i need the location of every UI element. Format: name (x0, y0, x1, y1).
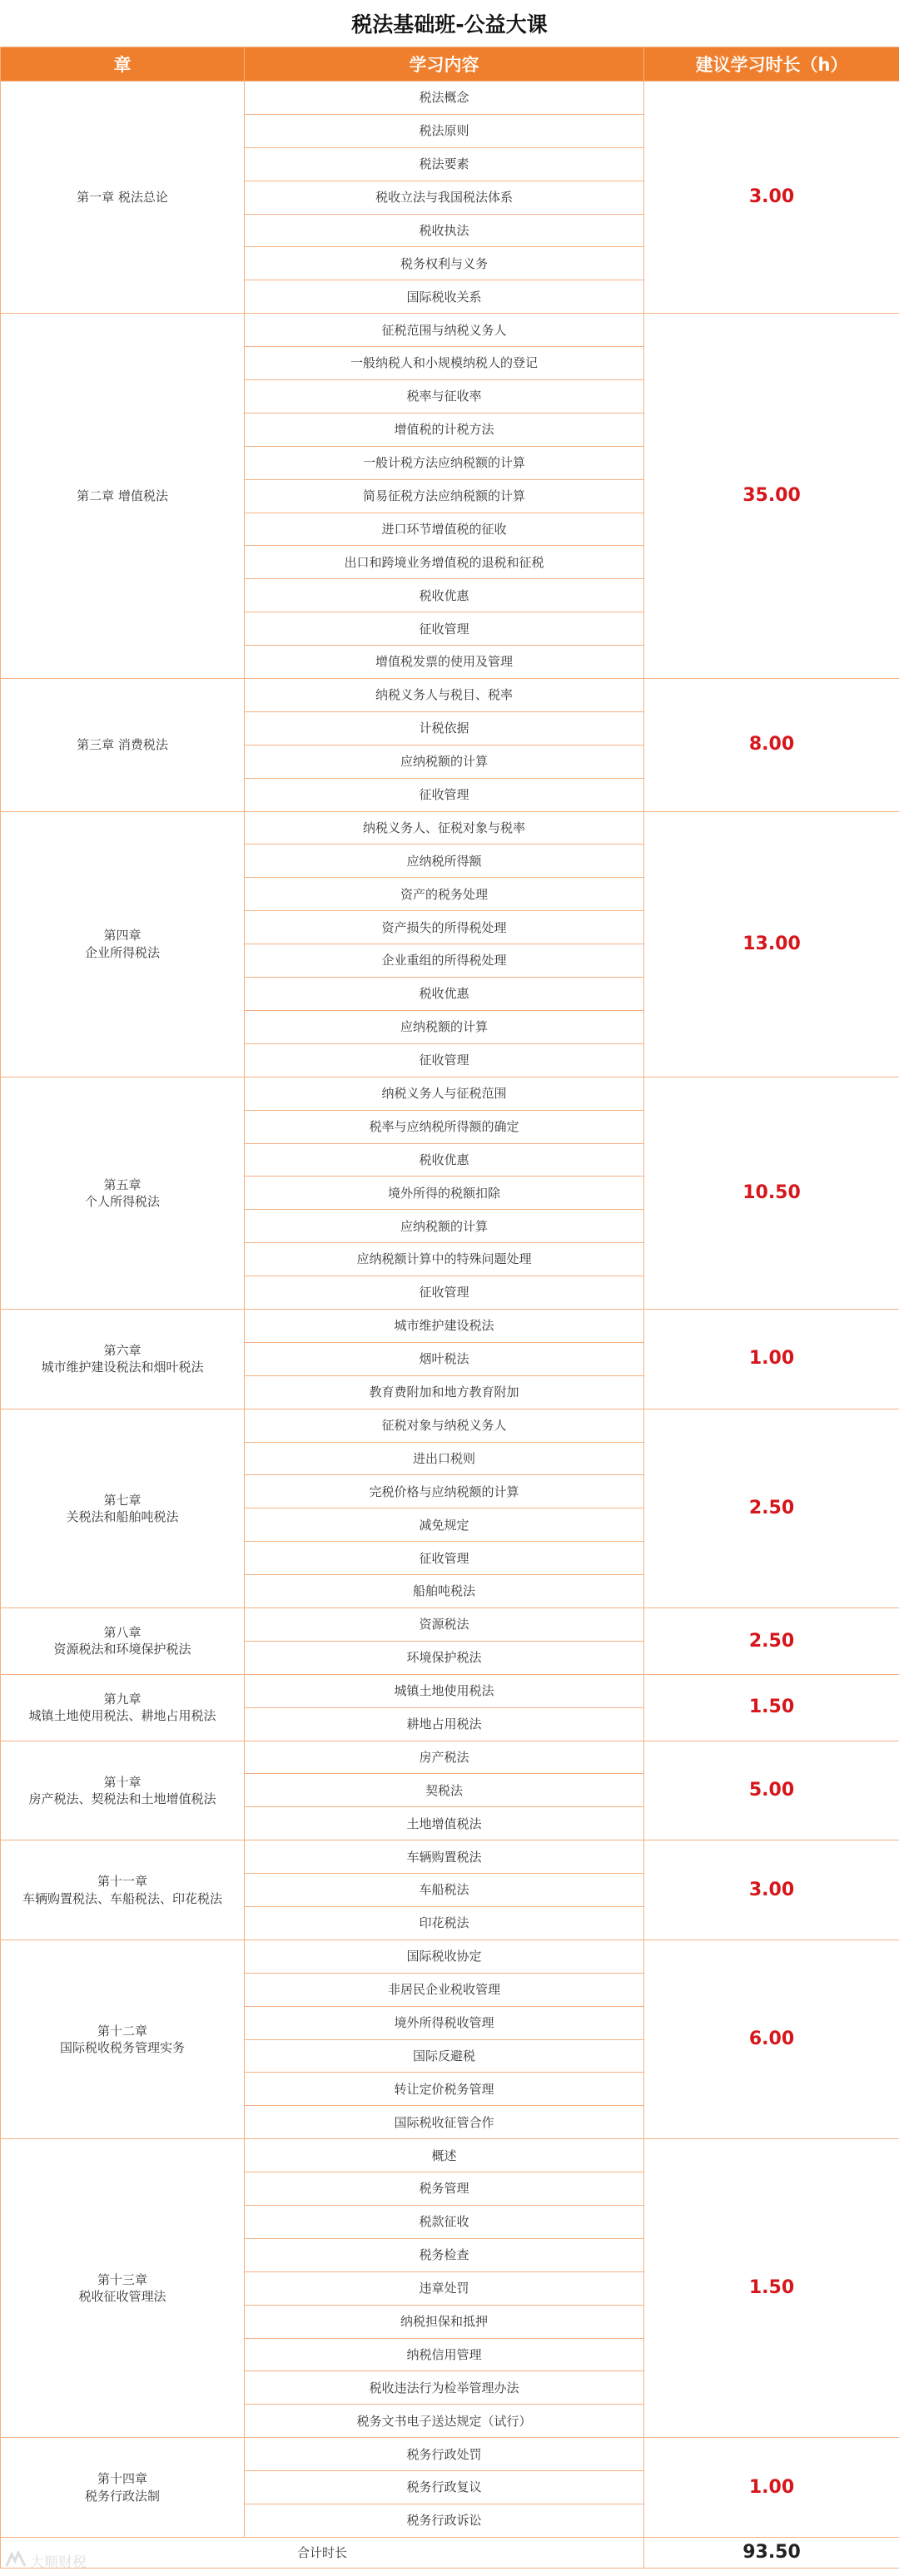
chapter-name-cell: 第八章 资源税法和环境保护税法 (1, 1608, 245, 1674)
hours-cell: 1.00 (644, 2438, 899, 2538)
topic-cell: 非居民企业税收管理 (245, 1973, 644, 2006)
table-row (1, 1840, 899, 1874)
hours-cell: 35.00 (644, 314, 899, 679)
topic-cell: 国际税收征管合作 (245, 2106, 644, 2139)
table-row (1, 1939, 899, 1973)
table-row (1, 1409, 899, 1442)
topic-cell: 征收管理 (245, 1043, 644, 1077)
study-plan-table (0, 47, 899, 2569)
topic-cell: 船舶吨税法 (245, 1575, 644, 1608)
header-chapter: 章 (1, 47, 245, 82)
hours-cell: 1.50 (644, 2139, 899, 2438)
topic-cell: 税务文书电子送达规定（试行） (245, 2405, 644, 2438)
table-row (1, 82, 899, 115)
topic-cell: 违章处罚 (245, 2271, 644, 2305)
topic-cell: 税率与征收率 (245, 380, 644, 414)
total-row (1, 2537, 899, 2568)
watermark-text: 大顺财税 (30, 2554, 87, 2571)
chapter-name-cell: 第九章 城镇土地使用税法、耕地占用税法 (1, 1674, 245, 1741)
total-label: 合计时长 (1, 2537, 644, 2568)
table-row (1, 679, 899, 712)
topic-cell: 税收执法 (245, 214, 644, 247)
chapter-name-cell: 第四章 企业所得税法 (1, 811, 245, 1077)
hours-cell: 6.00 (644, 1939, 899, 2138)
topic-cell: 进出口税则 (245, 1442, 644, 1475)
chapter-name-cell: 第十章 房产税法、契税法和土地增值税法 (1, 1741, 245, 1840)
page-title: 税法基础班-公益大课 (351, 12, 548, 37)
hours-cell: 1.50 (644, 1674, 899, 1741)
topic-cell: 计税依据 (245, 711, 644, 745)
study-plan-table-container (0, 47, 899, 2569)
topic-cell: 教育费附加和地方教育附加 (245, 1375, 644, 1409)
topic-cell: 国际税收协定 (245, 1939, 644, 1973)
topic-cell: 增值税发票的使用及管理 (245, 646, 644, 679)
topic-cell: 税法概念 (245, 82, 644, 115)
hours-cell: 1.00 (644, 1309, 899, 1409)
hours-cell: 3.00 (644, 82, 899, 314)
chapter-name-cell: 第六章 城市维护建设税法和烟叶税法 (1, 1309, 245, 1409)
topic-cell: 契税法 (245, 1774, 644, 1807)
topic-cell: 减免规定 (245, 1508, 644, 1542)
table-header-row (1, 47, 899, 82)
topic-cell: 出口和跨境业务增值税的退税和征税 (245, 546, 644, 579)
chapter-name-cell: 第二章 增值税法 (1, 314, 245, 679)
topic-cell: 增值税的计税方法 (245, 413, 644, 446)
hours-cell: 5.00 (644, 1741, 899, 1840)
table-row (1, 1741, 899, 1774)
chapter-name-cell: 第十四章 税务行政法制 (1, 2438, 245, 2538)
hours-cell: 10.50 (644, 1077, 899, 1309)
topic-cell: 房产税法 (245, 1741, 644, 1774)
topic-cell: 应纳税额计算中的特殊问题处理 (245, 1243, 644, 1276)
topic-cell: 烟叶税法 (245, 1342, 644, 1375)
topic-cell: 土地增值税法 (245, 1807, 644, 1840)
chapter-name-cell: 第十三章 税收征收管理法 (1, 2139, 245, 2438)
header-content: 学习内容 (245, 47, 644, 82)
chapter-name-cell: 第七章 关税法和船舶吨税法 (1, 1409, 245, 1608)
topic-cell: 税收违法行为检举管理办法 (245, 2371, 644, 2405)
topic-cell: 税务行政诉讼 (245, 2504, 644, 2538)
topic-cell: 税收优惠 (245, 1143, 644, 1177)
chapter-name-cell: 第一章 税法总论 (1, 82, 245, 314)
topic-cell: 国际税收关系 (245, 280, 644, 314)
topic-cell: 税收优惠 (245, 579, 644, 612)
table-body (1, 82, 899, 2569)
topic-cell: 税务检查 (245, 2238, 644, 2271)
topic-cell: 征税对象与纳税义务人 (245, 1409, 644, 1442)
topic-cell: 纳税义务人与征税范围 (245, 1077, 644, 1110)
topic-cell: 纳税义务人、征税对象与税率 (245, 811, 644, 845)
topic-cell: 简易征税方法应纳税额的计算 (245, 479, 644, 513)
hours-cell: 2.50 (644, 1608, 899, 1674)
topic-cell: 征税范围与纳税义务人 (245, 314, 644, 347)
total-value: 93.50 (644, 2537, 899, 2568)
table-row (1, 314, 899, 347)
topic-cell: 完税价格与应纳税额的计算 (245, 1475, 644, 1508)
topic-cell: 征收管理 (245, 1542, 644, 1575)
topic-cell: 税务权利与义务 (245, 247, 644, 280)
chapter-name-cell: 第十一章 车辆购置税法、车船税法、印花税法 (1, 1840, 245, 1940)
topic-cell: 税款征收 (245, 2206, 644, 2239)
table-row (1, 2438, 899, 2471)
chapter-name-cell: 第十二章 国际税收税务管理实务 (1, 1939, 245, 2138)
topic-cell: 应纳税额的计算 (245, 1210, 644, 1243)
topic-cell: 纳税信用管理 (245, 2338, 644, 2371)
table-row (1, 1608, 899, 1641)
topic-cell: 税务行政复议 (245, 2471, 644, 2504)
topic-cell: 征收管理 (245, 1276, 644, 1310)
topic-cell: 税收优惠 (245, 978, 644, 1011)
topic-cell: 车辆购置税法 (245, 1840, 644, 1874)
topic-cell: 纳税担保和抵押 (245, 2305, 644, 2338)
hours-cell: 2.50 (644, 1409, 899, 1608)
table-row (1, 811, 899, 845)
header-hours: 建议学习时长（h） (644, 47, 899, 82)
topic-cell: 境外所得的税额扣除 (245, 1177, 644, 1210)
topic-cell: 资源税法 (245, 1608, 644, 1641)
topic-cell: 纳税义务人与税目、税率 (245, 679, 644, 712)
topic-cell: 资产损失的所得税处理 (245, 911, 644, 944)
topic-cell: 一般计税方法应纳税额的计算 (245, 446, 644, 479)
topic-cell: 税率与应纳税所得额的确定 (245, 1110, 644, 1143)
topic-cell: 企业重组的所得税处理 (245, 944, 644, 978)
hours-cell: 3.00 (644, 1840, 899, 1940)
topic-cell: 税收立法与我国税法体系 (245, 181, 644, 214)
table-row (1, 1077, 899, 1110)
topic-cell: 概述 (245, 2139, 644, 2172)
chapter-name-cell: 第五章 个人所得税法 (1, 1077, 245, 1309)
topic-cell: 车船税法 (245, 1874, 644, 1907)
topic-cell: 城市维护建设税法 (245, 1309, 644, 1342)
topic-cell: 印花税法 (245, 1906, 644, 1939)
topic-cell: 城镇土地使用税法 (245, 1674, 644, 1707)
topic-cell: 税法原则 (245, 114, 644, 147)
topic-cell: 应纳税额的计算 (245, 745, 644, 778)
table-row (1, 1674, 899, 1707)
topic-cell: 国际反避税 (245, 2039, 644, 2073)
topic-cell: 应纳税所得额 (245, 845, 644, 878)
hours-cell: 8.00 (644, 679, 899, 812)
topic-cell: 进口环节增值税的征收 (245, 513, 644, 546)
topic-cell: 境外所得税收管理 (245, 2006, 644, 2039)
topic-cell: 环境保护税法 (245, 1641, 644, 1674)
table-row (1, 1309, 899, 1342)
chapter-name-cell: 第三章 消费税法 (1, 679, 245, 812)
topic-cell: 资产的税务处理 (245, 878, 644, 911)
topic-cell: 征收管理 (245, 778, 644, 811)
topic-cell: 耕地占用税法 (245, 1707, 644, 1741)
table-row (1, 2139, 899, 2172)
topic-cell: 转让定价税务管理 (245, 2073, 644, 2106)
topic-cell: 税法要素 (245, 147, 644, 181)
topic-cell: 一般纳税人和小规模纳税人的登记 (245, 347, 644, 380)
topic-cell: 税务行政处罚 (245, 2438, 644, 2471)
topic-cell: 税务管理 (245, 2172, 644, 2206)
topic-cell: 应纳税额的计算 (245, 1010, 644, 1043)
hours-cell: 13.00 (644, 811, 899, 1077)
topic-cell: 征收管理 (245, 612, 644, 646)
